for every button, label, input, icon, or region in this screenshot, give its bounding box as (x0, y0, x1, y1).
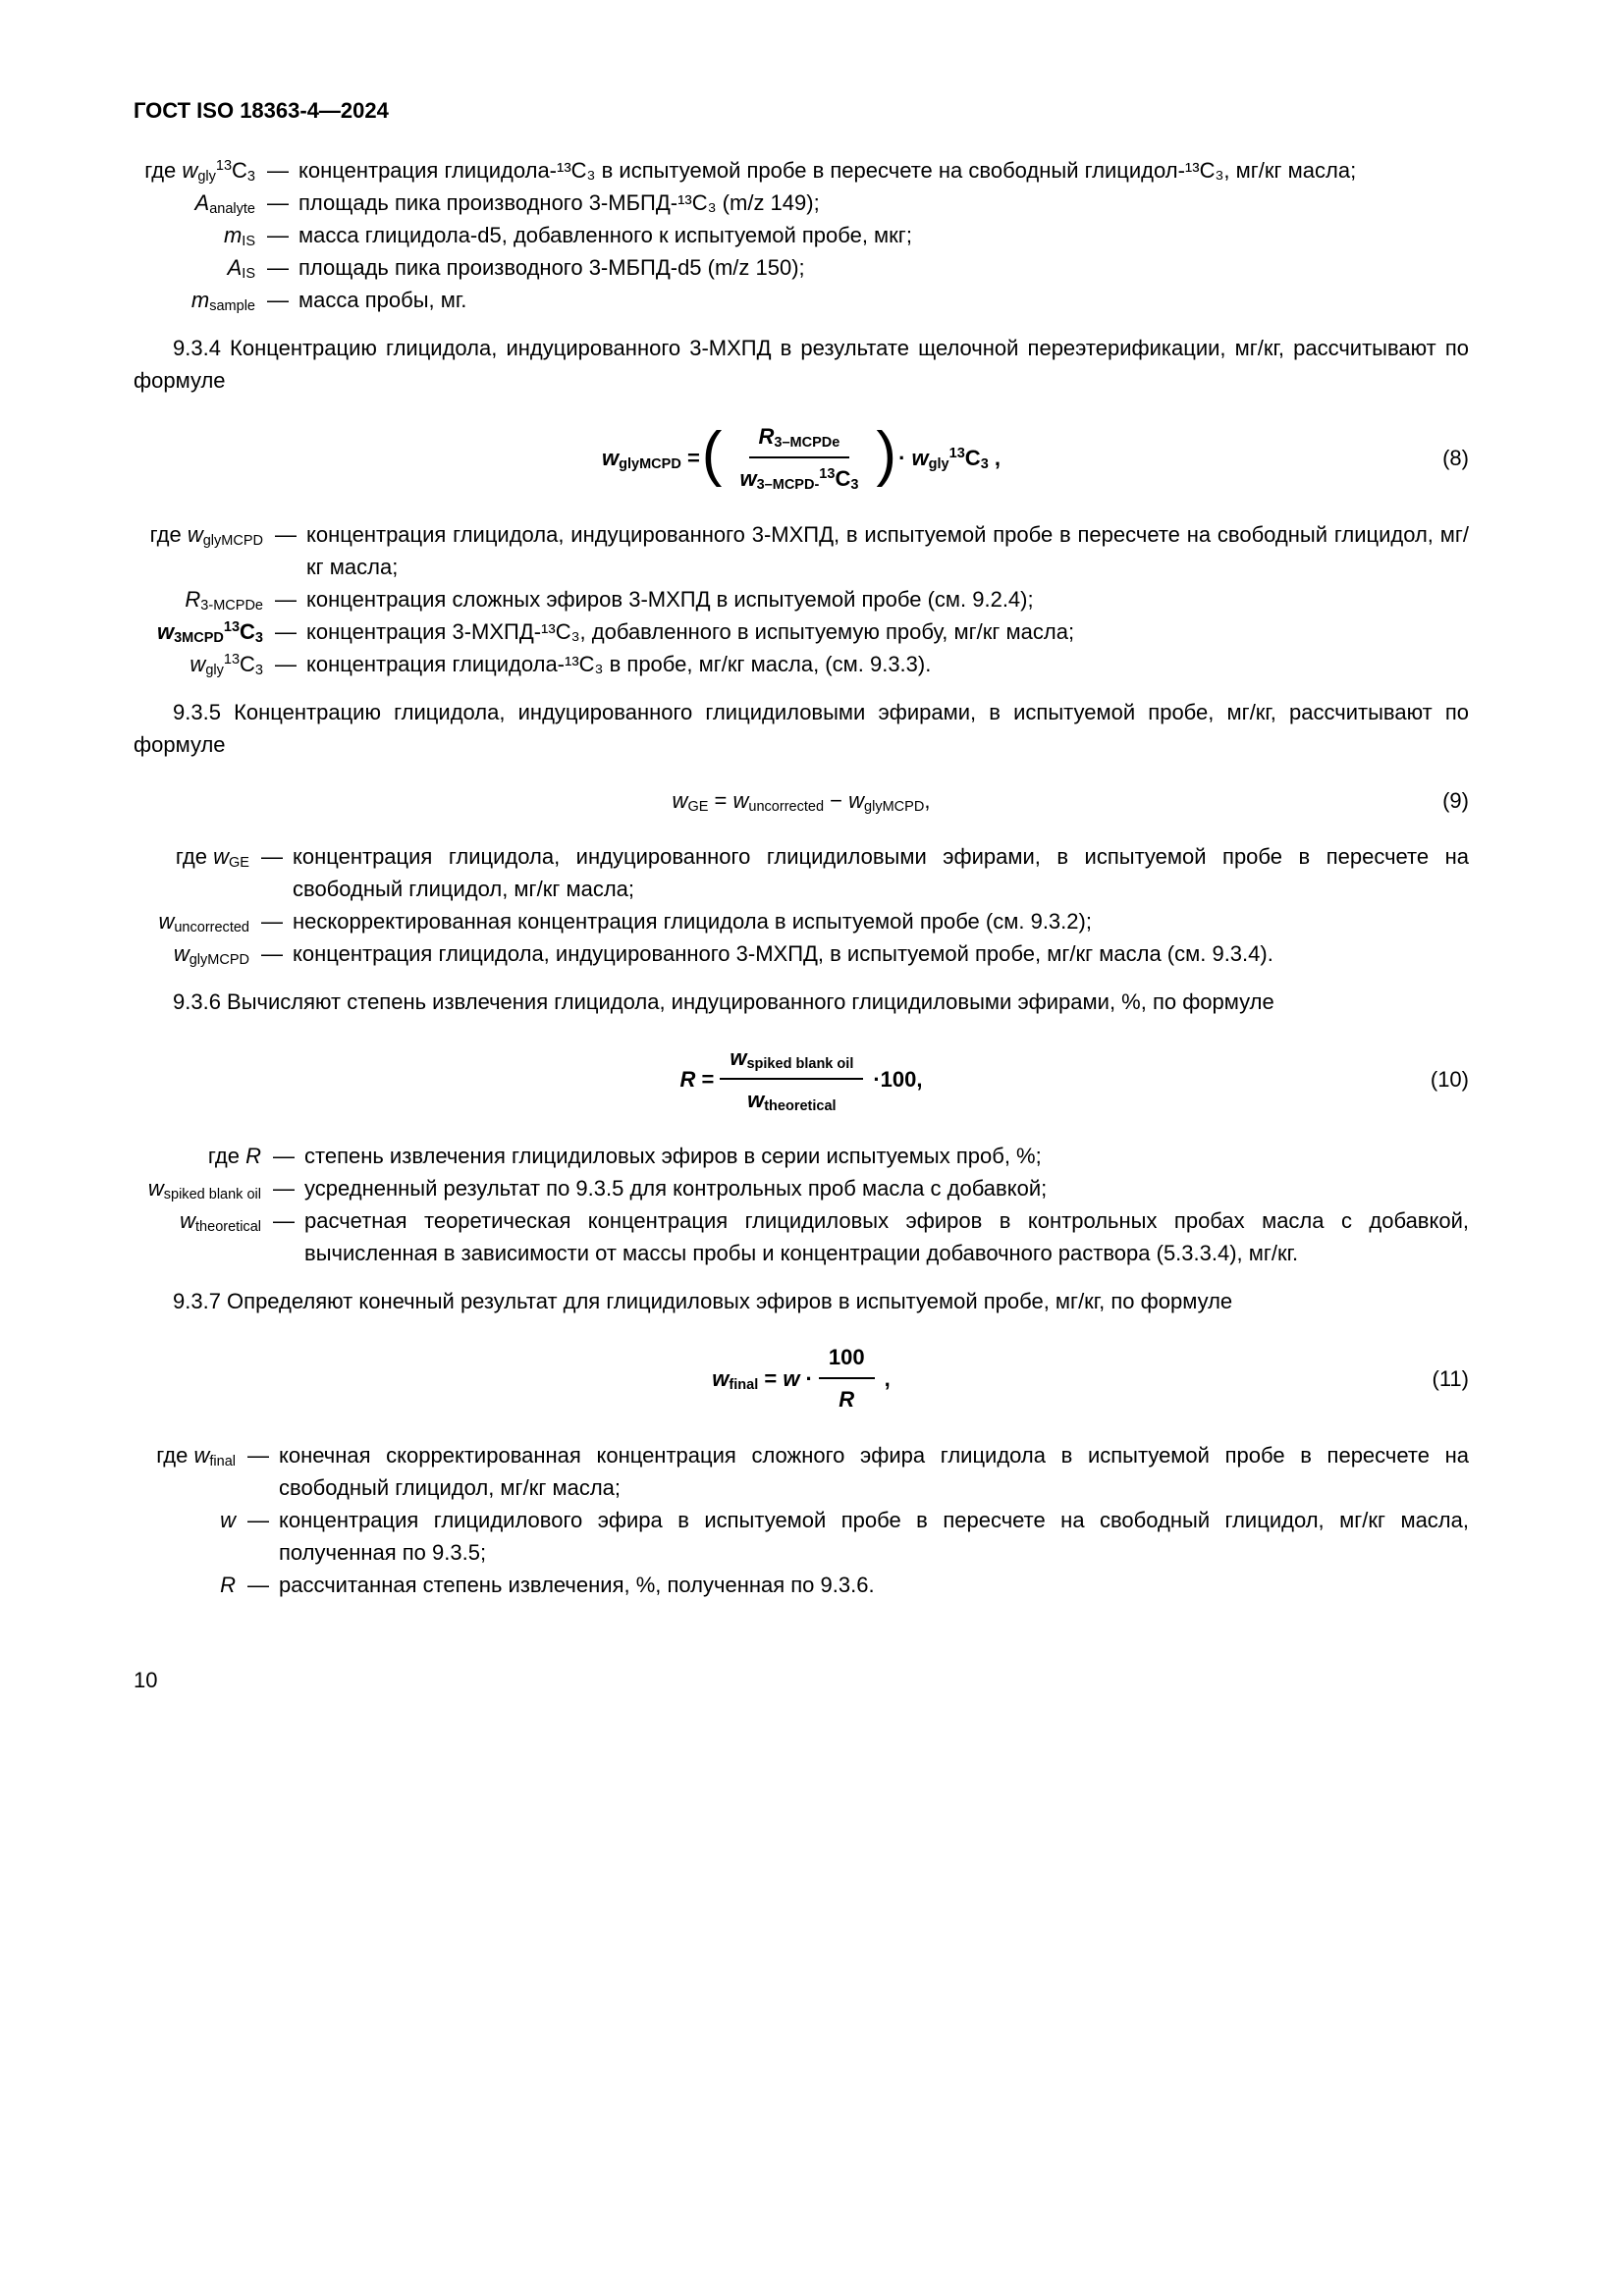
definition-row (134, 840, 1469, 905)
definition-row (134, 219, 1469, 251)
definition-row (134, 187, 1469, 219)
definition-desc: концентрация глицидола-¹³C₃ в пробе, мг/кг масла, (см. 9.3.3). (306, 652, 932, 676)
definition-desc: концентрация глицидола, индуцированного 3-МХПД, в испытуемой пробе, мг/кг масла (см. 9.3.4). (293, 941, 1273, 966)
definitions-block-3 (134, 840, 1469, 970)
definition-dash: — (247, 1443, 269, 1468)
definition-term: $R_{3-MCPDe}$ (185, 587, 263, 614)
formula-10-body (212, 1041, 1390, 1116)
definition-row (134, 937, 1469, 970)
definition-dash: — (247, 1508, 269, 1532)
definition-desc: конечная скорректированная концентрация сложного эфира глицидола в испытуемой пробе в пересчете на свободный глицидол, мг/кг масла; (279, 1443, 1469, 1500)
formula-8 (134, 420, 1469, 495)
definition-dash: — (273, 1144, 295, 1168)
formula-8-fraction (730, 420, 868, 495)
definition-dash: — (267, 288, 289, 312)
formula-9-expression: $w_{GE} = w_{uncorrected} - w_{glyMCPD}$, (672, 788, 931, 816)
definition-dash: — (267, 190, 289, 215)
paragraph-9-3-4: 9.3.4 Концентрацию глицидола, индуцированного 3-МХПД в результате щелочной переэтерификации, мг/кг, рассчитывают по формуле (134, 336, 1469, 393)
definition-term: w (220, 1508, 236, 1532)
formula-10-number: (10) (1430, 1066, 1469, 1092)
definition-dash: — (275, 522, 297, 547)
formula-10-lhs: R = (679, 1066, 715, 1092)
formula-8-lhs: $w_{glyMCPD}$ = (601, 445, 700, 472)
definition-desc: степень извлечения глицидиловых эфиров в серии испытуемых проб, %; (304, 1144, 1042, 1168)
definition-term: $m_{IS}$ (223, 223, 255, 250)
definition-row (134, 1140, 1469, 1172)
definition-row (134, 648, 1469, 680)
formula-8-rhs: · $w_{gly}^{13}C_3$ , (898, 445, 1001, 472)
definition-term: $w_{theoretical}$ (180, 1208, 261, 1236)
fraction-denominator: $w_{theoretical}$ (747, 1088, 837, 1115)
formula-10-fraction (720, 1041, 863, 1116)
definition-desc: рассчитанная степень извлечения, %, полученная по 9.3.6. (279, 1573, 875, 1597)
formula-11 (134, 1341, 1469, 1415)
fraction-numerator: $w_{spiked blank oil}$ (720, 1041, 863, 1080)
definition-dash: — (267, 158, 289, 183)
definition-dash: — (261, 941, 283, 966)
definition-row (134, 1504, 1469, 1569)
definition-term: где $w_{glyMCPD}$ (149, 522, 263, 550)
definition-desc: концентрация глицидола, индуцированного 3-МХПД, в испытуемой пробе в пересчете на свободный глицидол, мг/кг масла; (306, 522, 1469, 579)
definition-desc: усредненный результат по 9.3.5 для контрольных проб масла с добавкой; (304, 1176, 1048, 1201)
definition-row (134, 905, 1469, 937)
definition-row (134, 1172, 1469, 1204)
definitions-block-2 (134, 518, 1469, 680)
definition-row (134, 251, 1469, 284)
definition-desc: площадь пика производного 3-МБПД-d5 (m/z 150); (298, 255, 805, 280)
paragraph-9-3-5: 9.3.5 Концентрацию глицидола, индуцированного глицидиловыми эфирами, в испытуемой пробе, мг/кг, рассчитывают по формуле (134, 700, 1469, 757)
definition-dash: — (275, 587, 297, 612)
definition-term: $A_{IS}$ (227, 255, 255, 283)
definition-dash: — (267, 255, 289, 280)
definition-dash: — (267, 223, 289, 247)
definition-desc: концентрация глицидола-¹³C₃ в испытуемой пробе в пересчете на свободный глицидол-¹³C₃, мг/кг масла; (298, 158, 1357, 183)
definition-desc: расчетная теоретическая концентрация глицидиловых эфиров в контрольных пробах масла с добавкой, вычисленная в зависимости от массы пробы и концентрации добавочного раствора (5.3.3.4), мг/кг. (304, 1208, 1469, 1265)
document-header: ГОСТ ISO 18363-4—2024 (134, 98, 389, 123)
right-paren: ) (876, 420, 897, 489)
definition-dash: — (273, 1208, 295, 1233)
definition-desc: масса пробы, мг. (298, 288, 467, 312)
formula-9 (134, 784, 1469, 817)
definition-row (134, 1569, 1469, 1601)
fraction-numerator: $R_{3-MCPDe}$ (749, 420, 850, 458)
definition-term: $w_{3MCPD}^{13}C_3$ (156, 619, 263, 647)
formula-10-tail: ·100, (873, 1066, 923, 1092)
definition-desc: площадь пика производного 3-МБПД-¹³C₃ (m/z 149); (298, 190, 820, 215)
definition-desc: концентрация 3-МХПД-¹³C₃, добавленного в испытуемую пробу, мг/кг масла; (306, 619, 1075, 644)
definition-term: $w_{gly}^{13}C_3$ (189, 652, 263, 679)
definition-term: $m_{sample}$ (190, 288, 255, 315)
fraction-denominator: $w_{3-MCPD-}^{13}C_3$ (739, 466, 859, 494)
definition-desc: концентрация глицидола, индуцированного глицидиловыми эфирами, в испытуемой пробе в пересчете на свободный глицидол, мг/кг масла; (293, 844, 1469, 901)
fraction-denominator: R (839, 1387, 855, 1412)
definition-term: $w_{glyMCPD}$ (173, 941, 249, 969)
formula-9-number: (9) (1442, 788, 1469, 813)
definition-desc: концентрация глицидилового эфира в испытуемой пробе в пересчете на свободный глицидол, мг/кг масла, полученная по 9.3.5; (279, 1508, 1469, 1565)
definition-dash: — (273, 1176, 295, 1201)
definition-term: где $w_{gly}^{13}C_3$ (144, 158, 255, 186)
formula-11-lhs: $w_{final} = w$ · (712, 1365, 813, 1393)
definition-term: где $w_{GE}$ (175, 844, 249, 872)
formula-8-body (212, 420, 1390, 495)
definition-dash: — (261, 909, 283, 934)
formula-11-fraction (819, 1341, 875, 1415)
definition-desc: нескорректированная концентрация глицидола в испытуемой пробе (см. 9.3.2); (293, 909, 1092, 934)
definition-row (134, 583, 1469, 615)
definition-row (134, 1204, 1469, 1269)
definition-desc: концентрация сложных эфиров 3-МХПД в испытуемой пробе (см. 9.2.4); (306, 587, 1034, 612)
formula-11-body (212, 1341, 1390, 1415)
formula-11-number: (11) (1432, 1365, 1469, 1391)
definitions-block-5 (134, 1439, 1469, 1601)
definitions-block-1 (134, 154, 1469, 316)
definition-term: $A_{analyte}$ (194, 190, 255, 218)
left-paren: ( (701, 420, 723, 489)
definition-dash: — (275, 652, 297, 676)
definitions-block-4 (134, 1140, 1469, 1269)
definition-dash: — (247, 1573, 269, 1597)
definition-row (134, 615, 1469, 648)
definition-term: $w_{spiked blank oil}$ (147, 1176, 261, 1203)
formula-10 (134, 1041, 1469, 1116)
definition-row (134, 154, 1469, 187)
page-number: 10 (134, 1668, 158, 1692)
definition-dash: — (275, 619, 297, 644)
formula-11-tail: , (884, 1365, 891, 1391)
definition-row (134, 1439, 1469, 1504)
definition-term: R (220, 1573, 236, 1597)
definition-row (134, 518, 1469, 583)
definition-row (134, 284, 1469, 316)
fraction-numerator: 100 (819, 1341, 875, 1379)
definition-term: где $w_{final}$ (156, 1443, 236, 1470)
definition-dash: — (261, 844, 283, 869)
paragraph-9-3-7: 9.3.7 Определяют конечный результат для глицидиловых эфиров в испытуемой пробе, мг/кг, по формуле (173, 1289, 1233, 1313)
definition-term: где R (207, 1144, 261, 1168)
formula-8-number: (8) (1442, 445, 1469, 470)
definition-term: $w_{uncorrected}$ (158, 909, 249, 936)
paragraph-9-3-6: 9.3.6 Вычисляют степень извлечения глицидола, индуцированного глицидиловыми эфирами, %, по формуле (173, 989, 1274, 1014)
definition-desc: масса глицидола-d5, добавленного к испытуемой пробе, мкг; (298, 223, 912, 247)
formula-9-body (212, 784, 1390, 817)
